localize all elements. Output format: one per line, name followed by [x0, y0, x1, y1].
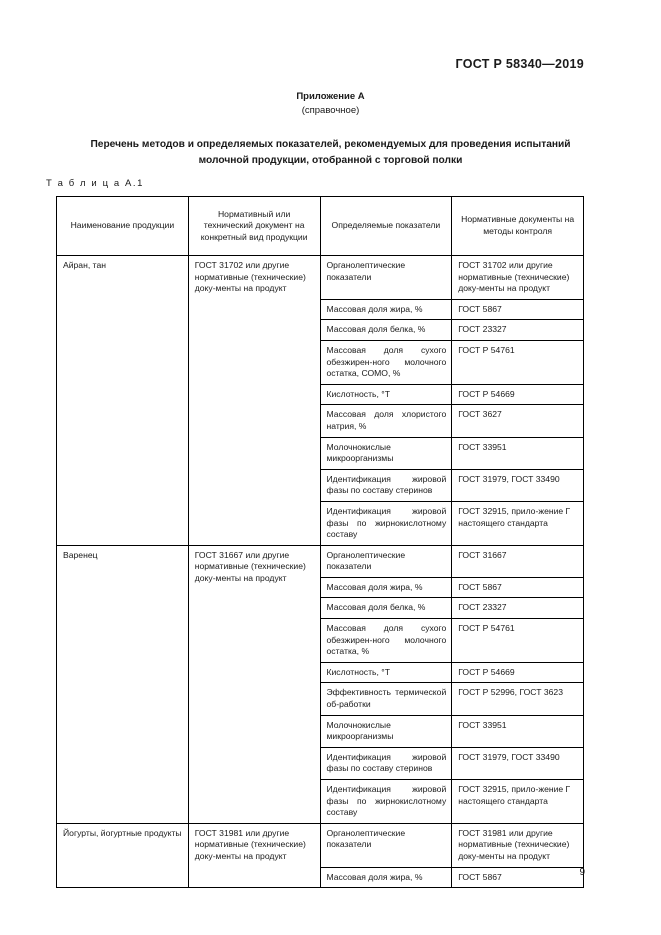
annex-kind: (справочное)	[301, 105, 360, 116]
table-body	[57, 256, 584, 888]
table-row	[57, 256, 584, 300]
standard-number-header: ГОСТ Р 58340—2019	[455, 57, 584, 71]
column-header-control-methods: Нормативные документы на методы контроля	[452, 197, 584, 256]
cell-control-method: ГОСТ 5867	[452, 299, 584, 320]
cell-control-method: ГОСТ Р 54761	[452, 340, 584, 384]
page-title-line-2: молочной продукции, отобранной с торговой полки	[198, 155, 463, 166]
cell-control-method: ГОСТ 33951	[452, 437, 584, 469]
table-header-row	[57, 197, 584, 256]
cell-indicator: Молочнокислые микроорганизмы	[320, 437, 452, 469]
cell-indicator: Массовая доля жира, %	[320, 867, 452, 888]
cell-product-name: Варенец	[57, 545, 189, 823]
annex-heading	[0, 90, 661, 118]
cell-control-method: ГОСТ 3627	[452, 405, 584, 437]
cell-indicator: Массовая доля белка, %	[320, 320, 452, 341]
cell-indicator: Идентификация жировой фазы по составу стеринов	[320, 469, 452, 501]
cell-indicator: Массовая доля белка, %	[320, 598, 452, 619]
cell-indicator: Идентификация жировой фазы по жирнокислотному составу	[320, 501, 452, 545]
cell-indicator: Молочнокислые микроорганизмы	[320, 715, 452, 747]
cell-indicator: Массовая доля сухого обезжирен-ного молочного остатка, %	[320, 619, 452, 663]
table-row	[57, 545, 584, 577]
page-number: 9	[579, 867, 585, 878]
table-header	[57, 197, 584, 256]
table-row	[57, 823, 584, 867]
column-header-indicators: Определяемые показатели	[320, 197, 452, 256]
cell-product-document: ГОСТ 31667 или другие нормативные (технические) доку-менты на продукт	[188, 545, 320, 823]
cell-indicator: Массовая доля жира, %	[320, 577, 452, 598]
cell-control-method: ГОСТ Р 54669	[452, 662, 584, 683]
cell-indicator: Кислотность, °Т	[320, 384, 452, 405]
cell-indicator: Массовая доля хлористого натрия, %	[320, 405, 452, 437]
cell-control-method: ГОСТ 33951	[452, 715, 584, 747]
cell-indicator: Кислотность, °Т	[320, 662, 452, 683]
page-title	[48, 137, 613, 169]
cell-control-method: ГОСТ Р 54761	[452, 619, 584, 663]
cell-control-method: ГОСТ 31979, ГОСТ 33490	[452, 469, 584, 501]
cell-control-method: ГОСТ 5867	[452, 867, 584, 888]
table-caption: Т а б л и ц а А.1	[46, 178, 145, 189]
cell-control-method: ГОСТ 32915, прило-жение Г настоящего стандарта	[452, 780, 584, 824]
cell-control-method: ГОСТ 23327	[452, 320, 584, 341]
methods-table	[56, 196, 584, 888]
page-title-line-1: Перечень методов и определяемых показателей, рекомендуемых для проведения испытаний	[90, 139, 571, 150]
column-header-product: Наименование продукции	[57, 197, 189, 256]
cell-product-document: ГОСТ 31702 или другие нормативные (технические) доку-менты на продукт	[188, 256, 320, 546]
cell-product-name: Йогурты, йогуртные продукты	[57, 823, 189, 887]
cell-control-method: ГОСТ 31981 или другие нормативные (технические) доку-менты на продукт	[452, 823, 584, 867]
cell-control-method: ГОСТ 5867	[452, 577, 584, 598]
cell-control-method: ГОСТ 31979, ГОСТ 33490	[452, 747, 584, 779]
annex-title: Приложение А	[296, 91, 365, 102]
cell-control-method: ГОСТ 32915, прило-жение Г настоящего стандарта	[452, 501, 584, 545]
cell-product-name: Айран, тан	[57, 256, 189, 546]
cell-indicator: Органолептические показатели	[320, 256, 452, 300]
cell-control-method: ГОСТ 31667	[452, 545, 584, 577]
cell-control-method: ГОСТ Р 52996, ГОСТ 3623	[452, 683, 584, 715]
cell-product-document: ГОСТ 31981 или другие нормативные (технические) доку-менты на продукт	[188, 823, 320, 887]
cell-indicator: Органолептические показатели	[320, 545, 452, 577]
cell-indicator: Идентификация жировой фазы по жирнокислотному составу	[320, 780, 452, 824]
column-header-product-document: Нормативный или технический документ на конкретный вид продукции	[188, 197, 320, 256]
cell-control-method: ГОСТ 31702 или другие нормативные (технические) доку-менты на продукт	[452, 256, 584, 300]
cell-control-method: ГОСТ Р 54669	[452, 384, 584, 405]
cell-indicator: Массовая доля сухого обезжирен-ного молочного остатка, СОМО, %	[320, 340, 452, 384]
cell-indicator: Органолептические показатели	[320, 823, 452, 867]
cell-indicator: Эффективность термической об-работки	[320, 683, 452, 715]
cell-indicator: Массовая доля жира, %	[320, 299, 452, 320]
cell-indicator: Идентификация жировой фазы по составу стеринов	[320, 747, 452, 779]
cell-control-method: ГОСТ 23327	[452, 598, 584, 619]
